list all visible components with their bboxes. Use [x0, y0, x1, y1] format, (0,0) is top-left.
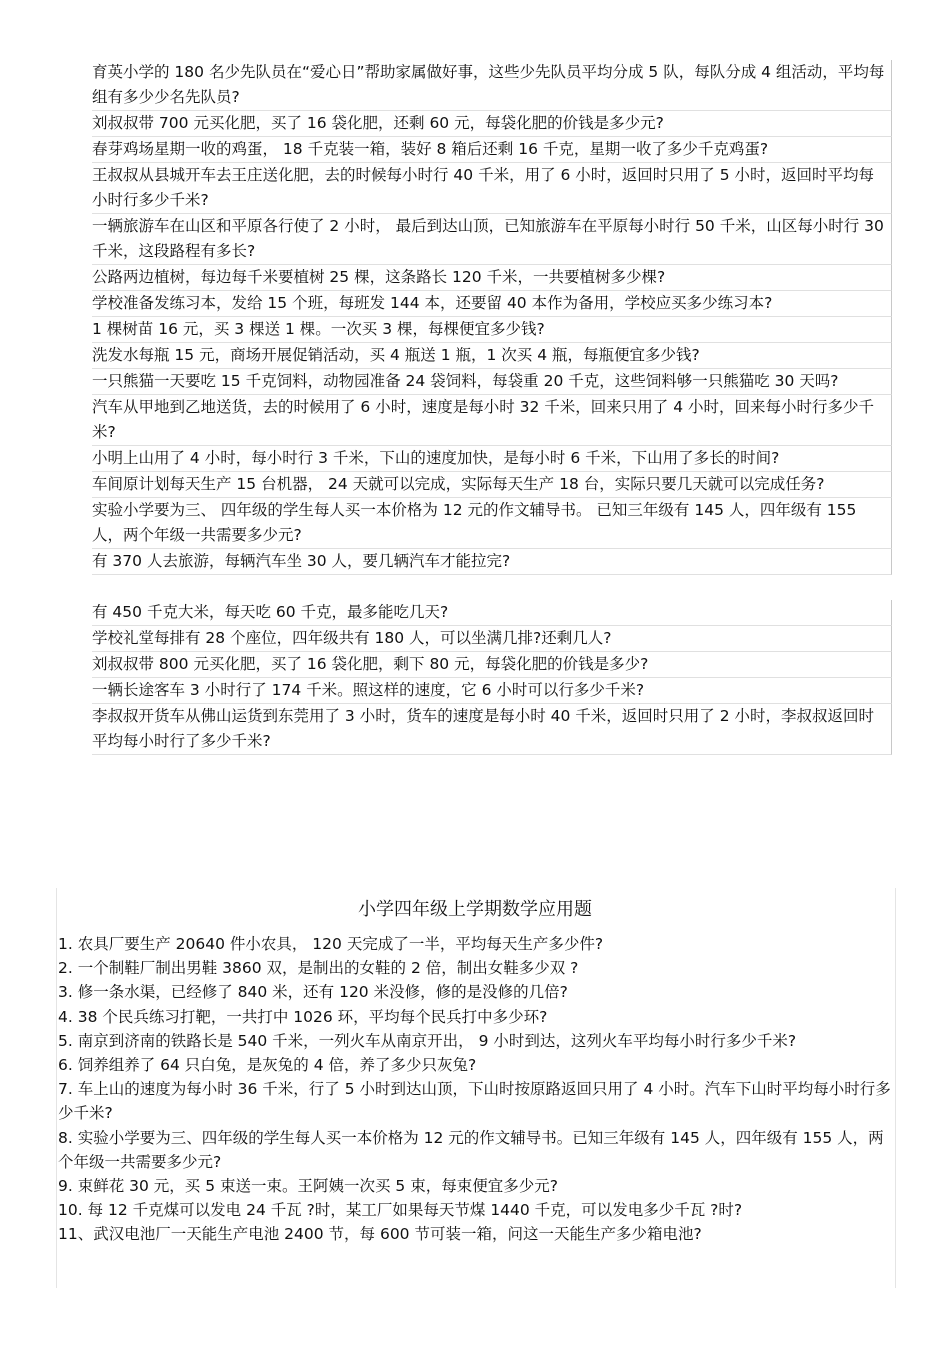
blank-line	[92, 575, 892, 600]
numbered-problem: 6. 饲养组养了 64 只白兔，是灰兔的 4 倍，养了多少只灰兔?	[58, 1056, 477, 1075]
word-problem: 一辆旅游车在山区和平原各行使了 2 小时， 最后到达山顶，已知旅游车在平原每小时行 50 千米，山区每小时行 30 千米，这段路程有多长?	[92, 214, 892, 265]
numbered-problem: 3. 修一条水渠，已经修了 840 米，还有 120 米没修，修的是没修的几倍?	[58, 983, 568, 1002]
word-problem: 李叔叔开货车从佛山运货到东莞用了 3 小时，货车的速度是每小时 40 千米，返回时只用了 2 小时，李叔叔返回时平均每小时行了多少千米?	[92, 704, 892, 755]
numbered-problem: 10. 每 12 千克煤可以发电 24 千瓦 ?时，某工厂如果每天节煤 1440 千克，可以发电多少千瓦 ?时?	[58, 1201, 743, 1220]
numbered-problem: 2. 一个制鞋厂制出男鞋 3860 双，是制出的女鞋的 2 倍，制出女鞋多少双 ?	[58, 959, 579, 978]
numbered-problem: 1. 农具厂要生产 20640 件小农具， 120 天完成了一半，平均每天生产多少件?	[58, 935, 604, 953]
numbered-problem: 4. 38 个民兵练习打靶，一共打中 1026 环，平均每个民兵打中多少环?	[58, 1007, 548, 1026]
word-problem: 春芽鸡场星期一收的鸡蛋， 18 千克装一箱，装好 8 箱后还剩 16 千克，星期一收了多少千克鸡蛋?	[92, 137, 892, 163]
word-problem: 刘叔叔带 800 元买化肥，买了 16 袋化肥，剩下 80 元，每袋化肥的价钱是多少?	[92, 652, 892, 678]
word-problem: 有 450 千克大米，每天吃 60 千克，最多能吃几天?	[92, 600, 892, 626]
word-problem-list-2	[58, 932, 892, 1247]
word-problem: 1 棵树苗 16 元，买 3 棵送 1 棵。一次买 3 棵，每棵便宜多少钱?	[92, 317, 892, 343]
word-problem: 汽车从甲地到乙地送货，去的时候用了 6 小时，速度是每小时 32 千米，回来只用了 4 小时，回来每小时行多少千米?	[92, 395, 892, 446]
word-problem: 实验小学要为三、 四年级的学生每人买一本价格为 12 元的作文辅导书。 已知三年级有 145 人，四年级有 155 人，两个年级一共需要多少元?	[92, 498, 892, 549]
word-problem: 一只熊猫一天要吃 15 千克饲料，动物园准备 24 袋饲料，每袋重 20 千克，这些饲料够一只熊猫吃 30 天吗?	[92, 369, 892, 395]
word-problem: 公路两边植树，每边每千米要植树 25 棵，这条路长 120 千米，一共要植树多少棵?	[92, 265, 892, 291]
word-problem: 刘叔叔带 700 元买化肥，买了 16 袋化肥，还剩 60 元，每袋化肥的价钱是多少元?	[92, 111, 892, 137]
word-problem: 学校准备发练习本，发给 15 个班，每班发 144 本，还要留 40 本作为备用，学校应买多少练习本?	[92, 291, 892, 317]
word-problem-list-1	[92, 60, 892, 755]
word-problem: 有 370 人去旅游，每辆汽车坐 30 人，要几辆汽车才能拉完?	[92, 549, 892, 575]
numbered-problem: 7. 车上山的速度为每小时 36 千米，行了 5 小时到达山顶，下山时按原路返回只用了 4 小时。汽车下山时平均每小时行多少千米?	[58, 1080, 891, 1123]
numbered-problem: 5. 南京到济南的铁路长是 540 千米，一列火车从南京开出， 9 小时到达，这列火车平均每小时行多少千米?	[58, 1031, 797, 1050]
numbered-problem: 11、武汉电池厂一天能生产电池 2400 节，每 600 节可装一箱，问这一天能生产多少箱电池?	[58, 1225, 702, 1244]
numbered-problem: 9. 束鲜花 30 元，买 5 束送一束。王阿姨一次买 5 束，每束便宜多少元?	[58, 1177, 558, 1196]
numbered-problem: 8. 实验小学要为三、四年级的学生每人买一本价格为 12 元的作文辅导书。已知三年级有 145 人，四年级有 155 人，两个年级一共需要多少元?	[58, 1128, 884, 1171]
word-problem: 一辆长途客车 3 小时行了 174 千米。照这样的速度，它 6 小时可以行多少千米?	[92, 678, 892, 704]
word-problem: 王叔叔从县城开车去王庄送化肥，去的时候每小时行 40 千米，用了 6 小时，返回时只用了 5 小时，返回时平均每小时行多少千米?	[92, 163, 892, 214]
word-problem: 洗发水每瓶 15 元，商场开展促销活动，买 4 瓶送 1 瓶，1 次买 4 瓶，每瓶便宜多少钱?	[92, 343, 892, 369]
word-problem: 学校礼堂每排有 28 个座位，四年级共有 180 人，可以坐满几排?还剩几人?	[92, 626, 892, 652]
word-problem: 育英小学的 180 名少先队员在“爱心日”帮助家属做好事，这些少先队员平均分成 5 队，每队分成 4 组活动，平均每组有多少少名先队员?	[92, 60, 892, 111]
word-problem: 车间原计划每天生产 15 台机器， 24 天就可以完成，实际每天生产 18 台，实际只要几天就可以完成任务?	[92, 472, 892, 498]
section-title: 小学四年级上学期数学应用题	[358, 899, 592, 920]
word-problem: 小明上山用了 4 小时，每小时行 3 千米，下山的速度加快，是每小时 6 千米，下山用了多长的时间?	[92, 446, 892, 472]
